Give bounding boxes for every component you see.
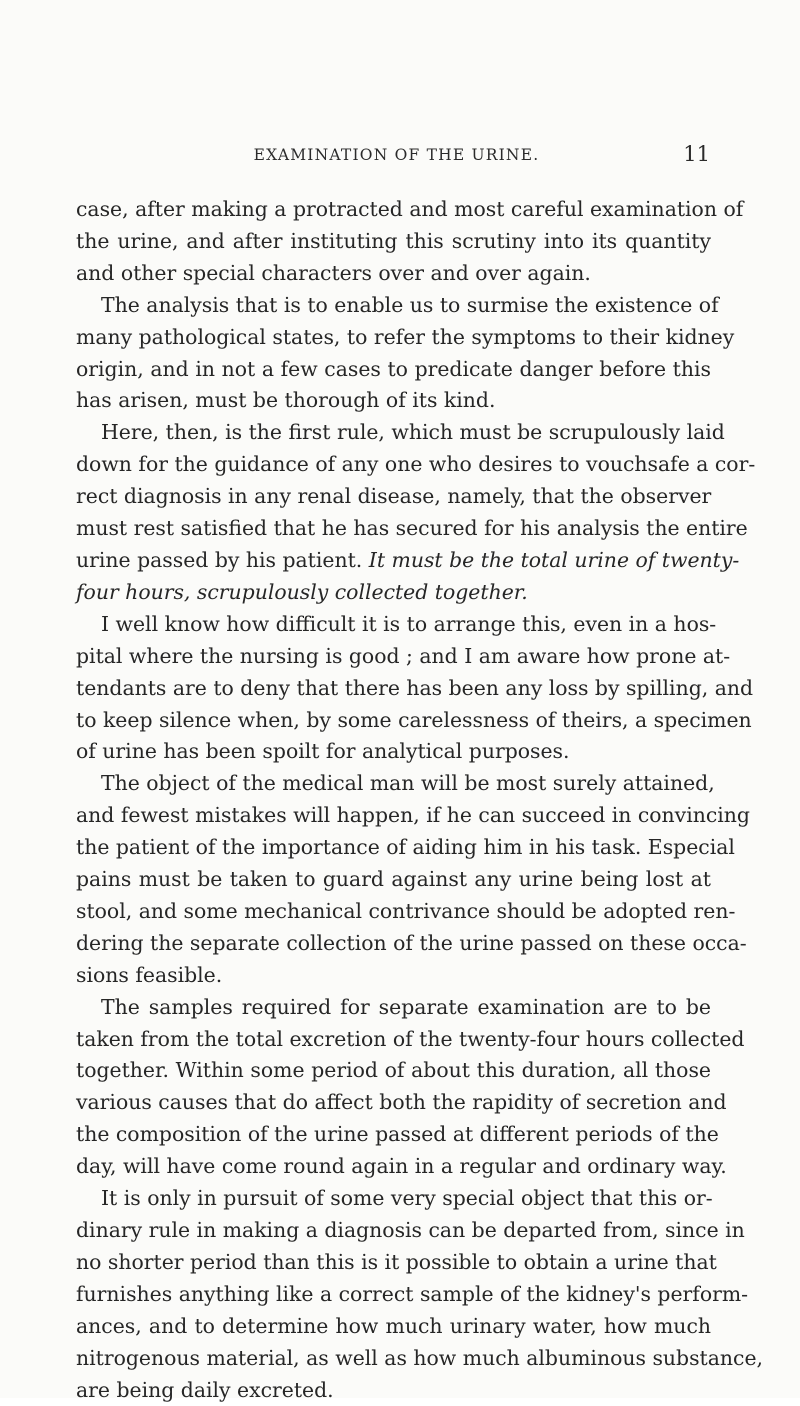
text-line: and other special characters over and over again.	[76, 260, 591, 285]
text-line: It is only in pursuit of some very special object that this or-	[101, 1186, 713, 1211]
text-line: the patient of the importance of aiding him in his task. Especial	[76, 835, 735, 860]
text-line: are being daily excreted.	[76, 1377, 334, 1402]
text-line: sions feasible.	[76, 962, 223, 987]
text-line: and fewest mistakes will happen, if he can succeed in convincing	[76, 803, 750, 828]
text-line: many pathological states, to refer the symptoms to their kidney	[76, 324, 735, 349]
text-line: day, will have come round again in a regular and ordinary way.	[76, 1154, 727, 1179]
text-line: origin, and in not a few cases to predicate danger before this	[76, 356, 711, 381]
page-header	[163, 142, 710, 170]
text-line: down for the guidance of any one who desires to vouchsafe a cor-	[76, 452, 756, 477]
text-line: The object of the medical man will be most surely attained,	[101, 771, 715, 796]
text-line: taken from the total excretion of the twenty-four hours collected	[76, 1026, 745, 1051]
text-line: dinary rule in making a diagnosis can be departed from, since in	[76, 1218, 745, 1242]
text-line: The analysis that is to enable us to surmise the existence of	[101, 292, 719, 317]
text-line: must rest satisfied that he has secured for his analysis the entire	[76, 516, 748, 541]
text-line: pains must be taken to guard against any urine being lost at	[76, 867, 711, 892]
text-line	[76, 545, 740, 577]
page-number: 11	[683, 142, 710, 166]
text-line: I well know how difficult it is to arrange this, even in a hos-	[101, 611, 717, 636]
text-line: together. Within some period of about this duration, all those	[76, 1058, 711, 1083]
text-line: various causes that do affect both the rapidity of secretion and	[76, 1090, 727, 1115]
text-line: ances, and to determine how much urinary water, how much	[76, 1313, 711, 1338]
text-line: stool, and some mechanical contrivance should be adopted ren-	[76, 898, 736, 923]
text-line: case, after making a protracted and most careful examination of	[76, 197, 744, 221]
text-line: The samples required for separate examination are to be	[101, 994, 711, 1019]
text-line: the composition of the urine passed at different periods of the	[76, 1122, 719, 1147]
text-line: the urine, and after instituting this scrutiny into its quantity	[76, 228, 711, 253]
running-head: EXAMINATION OF THE URINE.	[253, 146, 540, 164]
text-line: nitrogenous material, as well as how much albuminous substance,	[76, 1345, 764, 1370]
text-line-italic: four hours, scrupulously collected together.	[76, 579, 528, 604]
text-line: Here, then, is the first rule, which must be scrupulously laid	[101, 420, 725, 445]
text-line: of urine has been spoilt for analytical purposes.	[76, 739, 570, 764]
text-line: tendants are to deny that there has been any loss by spilling, and	[76, 675, 754, 700]
body-text	[76, 194, 764, 1406]
text-line: pital where the nursing is good ; and I am aware how prone at-	[76, 643, 731, 668]
emphasis: It must be the total urine of twenty-	[368, 547, 740, 572]
text-line: has arisen, must be thorough of its kind.	[76, 388, 496, 413]
text-line: dering the separate collection of the urine passed on these occa-	[76, 930, 747, 955]
text-line: to keep silence when, by some carelessness of theirs, a specimen	[76, 707, 752, 732]
text-line: rect diagnosis in any renal disease, namely, that the observer	[76, 484, 712, 509]
text-line: furnishes anything like a correct sample of the kidney's perform-	[76, 1281, 749, 1306]
text-segment: urine passed by his patient.	[76, 547, 363, 572]
text-line: no shorter period than this is it possible to obtain a urine that	[76, 1249, 717, 1274]
